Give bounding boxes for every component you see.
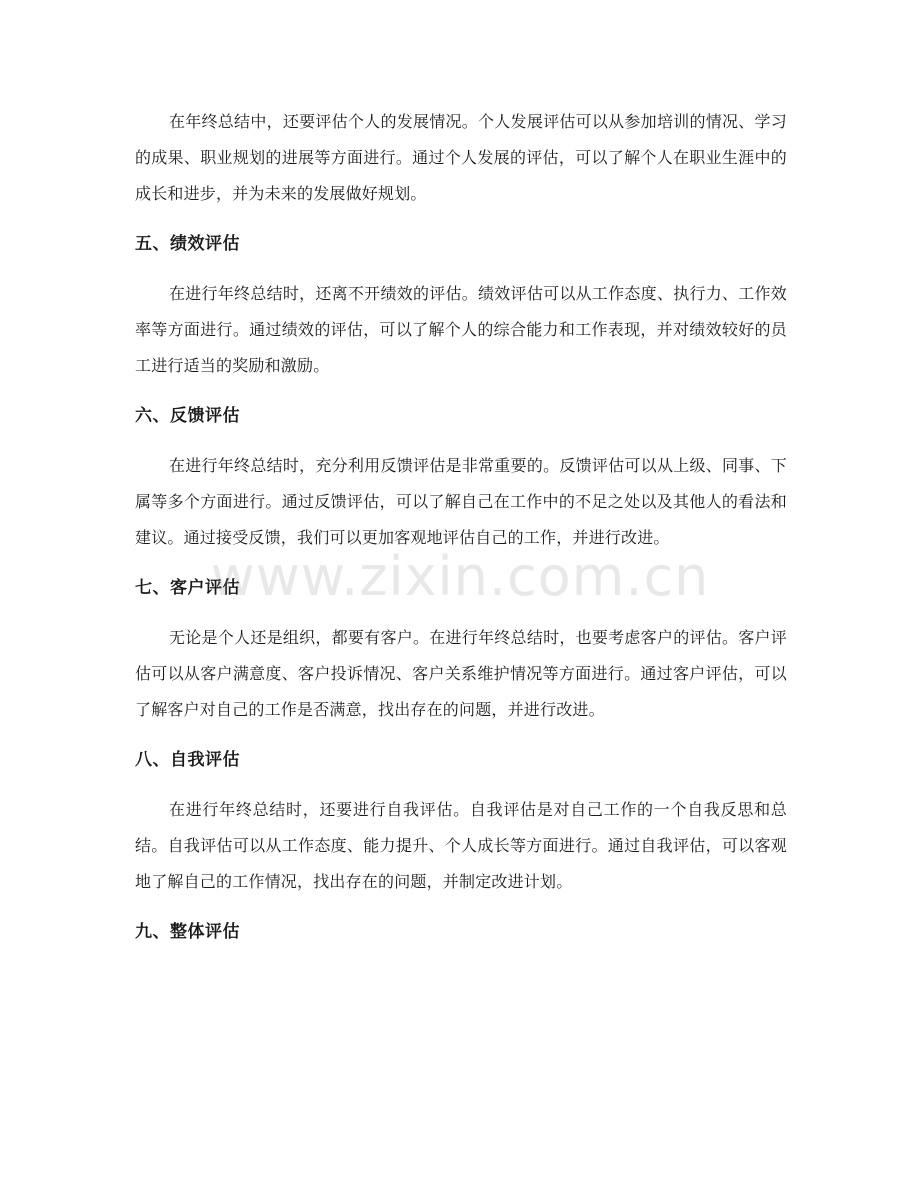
paragraph-feedback: 在进行年终总结时，充分利用反馈评估是非常重要的。反馈评估可以从上级、同事、下属等多个方面进行。通过反馈评估，可以了解自己在工作中的不足之处以及其他人的看法和建议。通过接受反馈，我们可以更加客观地评估自己的工作，并进行改进。 (135, 456, 787, 547)
paragraph-customer: 无论是个人还是组织，都要有客户。在进行年终总结时，也要考虑客户的评估。客户评估可以从客户满意度、客户投诉情况、客户关系维护情况等方面进行。通过客户评估，可以了解客户对自己的工作是否满意，找出存在的问题，并进行改进。 (135, 628, 787, 719)
section-heading-performance: 五、绩效评估 (135, 234, 240, 254)
section-heading-customer: 七、客户评估 (135, 578, 240, 598)
paragraph-self: 在进行年终总结时，还要进行自我评估。自我评估是对自己工作的一个自我反思和总结。自我评估可以从工作态度、能力提升、个人成长等方面进行。通过自我评估，可以客观地了解自己的工作情况，找出存在的问题，并制定改进计划。 (135, 800, 787, 891)
paragraph-personal-development: 在年终总结中，还要评估个人的发展情况。个人发展评估可以从参加培训的情况、学习的成果、职业规划的进展等方面进行。通过个人发展的评估，可以了解个人在职业生涯中的成长和进步，并为未来的发展做好规划。 (135, 112, 787, 203)
watermark-text: www.zixin.com.cn (210, 545, 710, 608)
document-body (135, 104, 787, 964)
paragraph-performance: 在进行年终总结时，还离不开绩效的评估。绩效评估可以从工作态度、执行力、工作效率等方面进行。通过绩效的评估，可以了解个人的综合能力和工作表现，并对绩效较好的员工进行适当的奖励和激励。 (135, 284, 787, 375)
section-heading-self: 八、自我评估 (135, 750, 240, 770)
section-heading-overall: 九、整体评估 (135, 922, 240, 942)
section-heading-feedback: 六、反馈评估 (135, 406, 240, 426)
